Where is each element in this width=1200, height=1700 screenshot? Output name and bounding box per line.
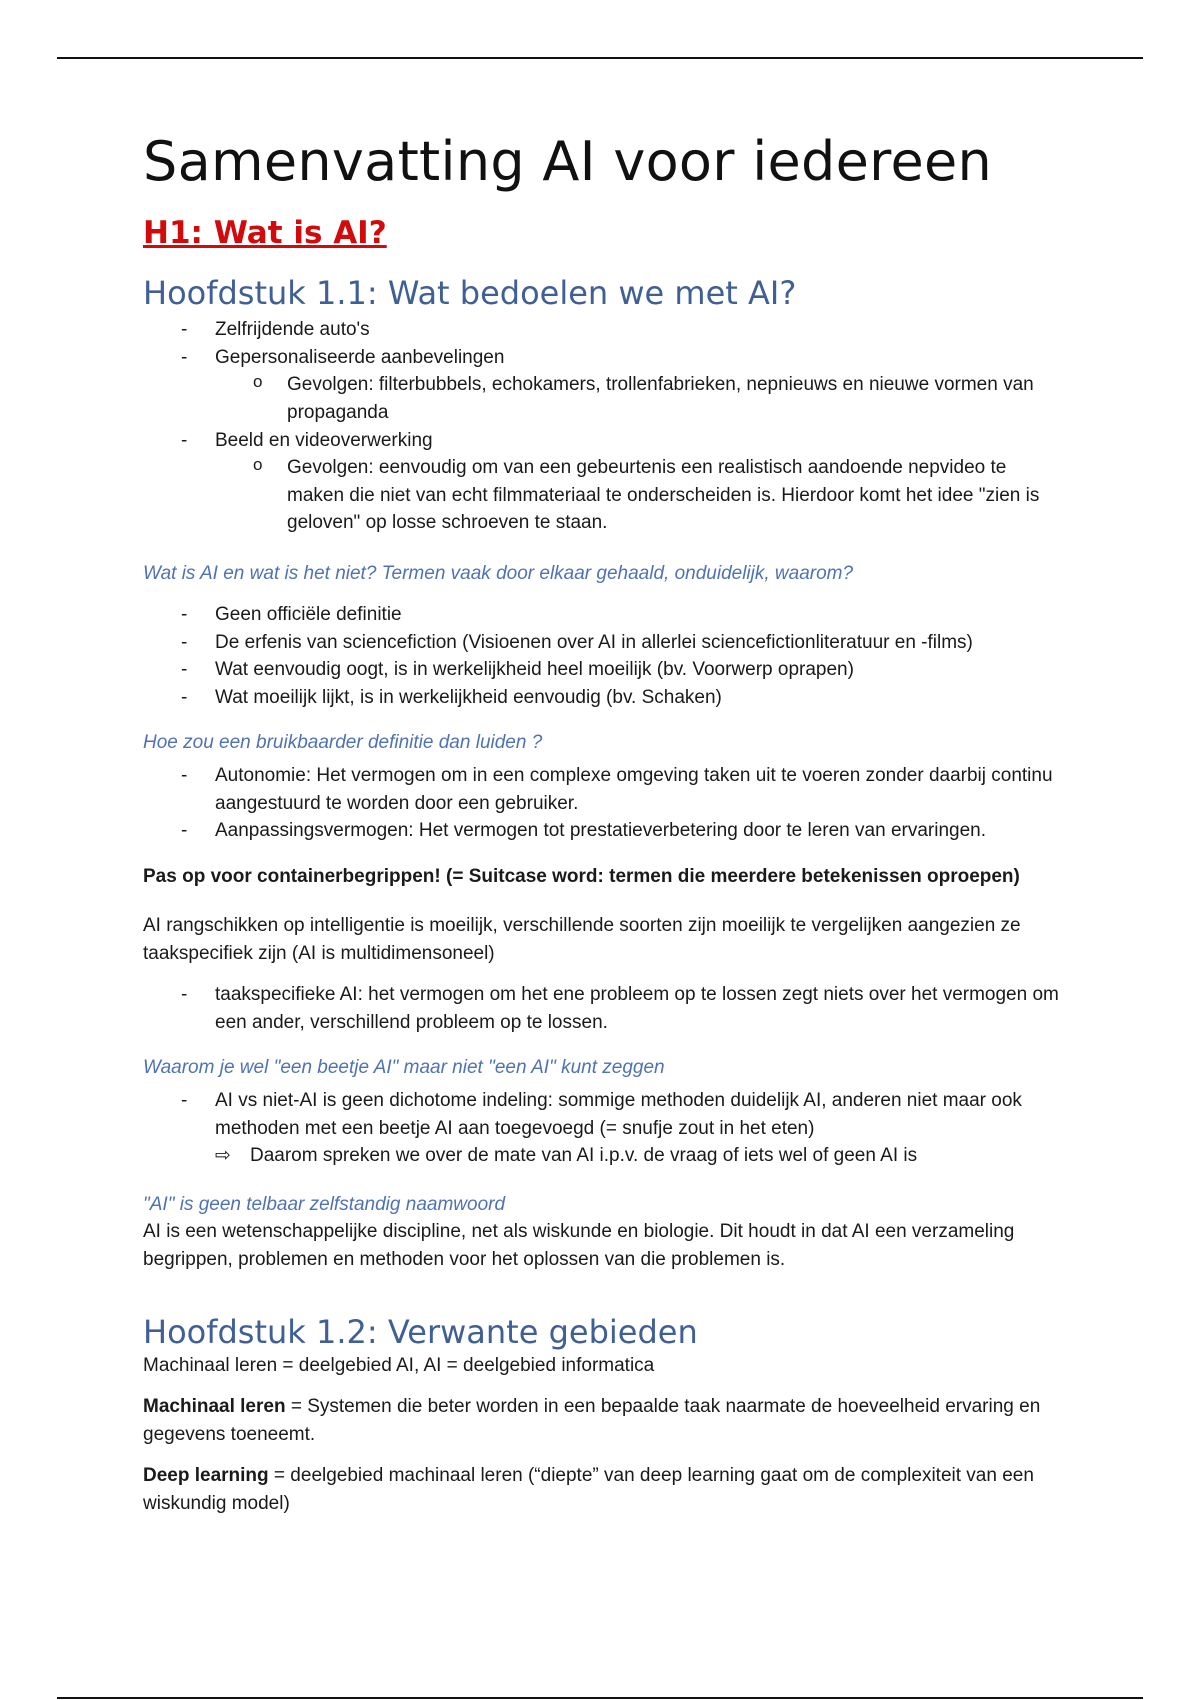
definition-list (143, 762, 1063, 845)
list-item: - De erfenis van sciencefiction (Visioenen over AI in allerlei sciencefictionliteratuur en -films) (143, 629, 1063, 657)
list-item-label: Beeld en videoverwerking (215, 429, 433, 451)
bottom-rule (57, 1697, 1143, 1699)
top-rule (57, 57, 1143, 59)
chapter-heading: H1: Wat is AI? (143, 214, 387, 251)
sub-list (215, 454, 1063, 537)
warning-text: Pas op voor containerbegrippen! (= Suitcase word: termen die meerdere betekenissen oproepen) (143, 865, 1020, 887)
conclusion-text: Daarom spreken we over de mate van AI i.p.v. de vraag of iets wel of geen AI is (250, 1145, 918, 1167)
definition-machinaal-leren: Machinaal leren = Systemen die beter worden in een bepaalde taak naarmate de hoeveelheid ervaring en gegevens toeneemt. (143, 1396, 1041, 1445)
definition-deep-learning: Deep learning = deelgebied machinaal leren (“diepte” van deep learning gaat om de complexiteit van een wiskundig model) (143, 1465, 1034, 1514)
question-heading: Waarom je wel "een beetje AI" maar niet "een AI" kunt zeggen (143, 1056, 665, 1078)
degree-list (143, 1087, 1063, 1142)
question-heading: Hoe zou een bruikbaarder definitie dan luiden ? (143, 731, 543, 753)
examples-list (143, 316, 1063, 536)
paragraph: AI rangschikken op intelligentie is moeilijk, verschillende soorten zijn moeilijk te vergelijken aangezien ze taakspecifiek zijn (AI is multidimensoneel) (143, 915, 1021, 964)
sub-list-item: o Gevolgen: filterbubbels, echokamers, trollenfabrieken, nepnieuws en nieuwe vormen van propaganda (215, 371, 1063, 426)
taskspecific-list (143, 981, 1063, 1036)
section-heading-1-1: Hoofdstuk 1.1: Wat bedoelen we met AI? (143, 273, 797, 312)
list-item (143, 427, 1063, 537)
reasons-list (143, 601, 1063, 711)
list-item-label: Gepersonaliseerde aanbevelingen (215, 346, 505, 368)
paragraph: AI is een wetenschappelijke discipline, net als wiskunde en biologie. Dit houdt in dat AI een verzameling begrippen, problemen en methoden voor het oplossen van die problemen is. (143, 1221, 1015, 1270)
sub-list-item: o Gevolgen: eenvoudig om van een gebeurtenis een realistisch aandoende nepvideo te maken die niet van echt filmmateriaal te onderscheiden is. Hierdoor komt het idee "zien is geloven" op losse schroeven te staan. (215, 454, 1063, 537)
list-item: - Wat eenvoudig oogt, is in werkelijkheid heel moeilijk (bv. Voorwerp oprapen) (143, 656, 1063, 684)
list-item: - Wat moeilijk lijkt, is in werkelijkheid eenvoudig (bv. Schaken) (143, 684, 1063, 712)
document-page (143, 130, 1063, 1532)
conclusion-line (143, 1142, 1063, 1170)
list-item: - Zelfrijdende auto's (143, 316, 1063, 344)
section-heading-1-2: Hoofdstuk 1.2: Verwante gebieden (143, 1313, 698, 1352)
document-title: Samenvatting AI voor iedereen (143, 130, 993, 193)
arrow-right-icon: ⇨ (215, 1145, 231, 1167)
sub-list (215, 371, 1063, 426)
list-item: - Autonomie: Het vermogen om in een complexe omgeving taken uit te voeren zonder daarbij continu aangestuurd te worden door een gebruiker. (143, 762, 1063, 817)
question-heading: Wat is AI en wat is het niet? Termen vaak door elkaar gehaald, onduidelijk, waarom? (143, 562, 854, 584)
paragraph: Machinaal leren = deelgebied AI, AI = deelgebied informatica (143, 1354, 655, 1376)
list-item: - Aanpassingsvermogen: Het vermogen tot prestatieverbetering door te leren van ervaringen. (143, 817, 1063, 845)
list-item: - AI vs niet-AI is geen dichotome indeling: sommige methoden duidelijk AI, anderen niet maar ook methoden met een beetje AI aan toegevoegd (= snufje zout in het eten) (143, 1087, 1063, 1142)
list-item: - taakspecifieke AI: het vermogen om het ene probleem op te lossen zegt niets over het vermogen om een ander, verschillend probleem op te lossen. (143, 981, 1063, 1036)
list-item (143, 344, 1063, 427)
question-heading: "AI" is geen telbaar zelfstandig naamwoord (143, 1193, 506, 1215)
list-item: - Geen officiële definitie (143, 601, 1063, 629)
